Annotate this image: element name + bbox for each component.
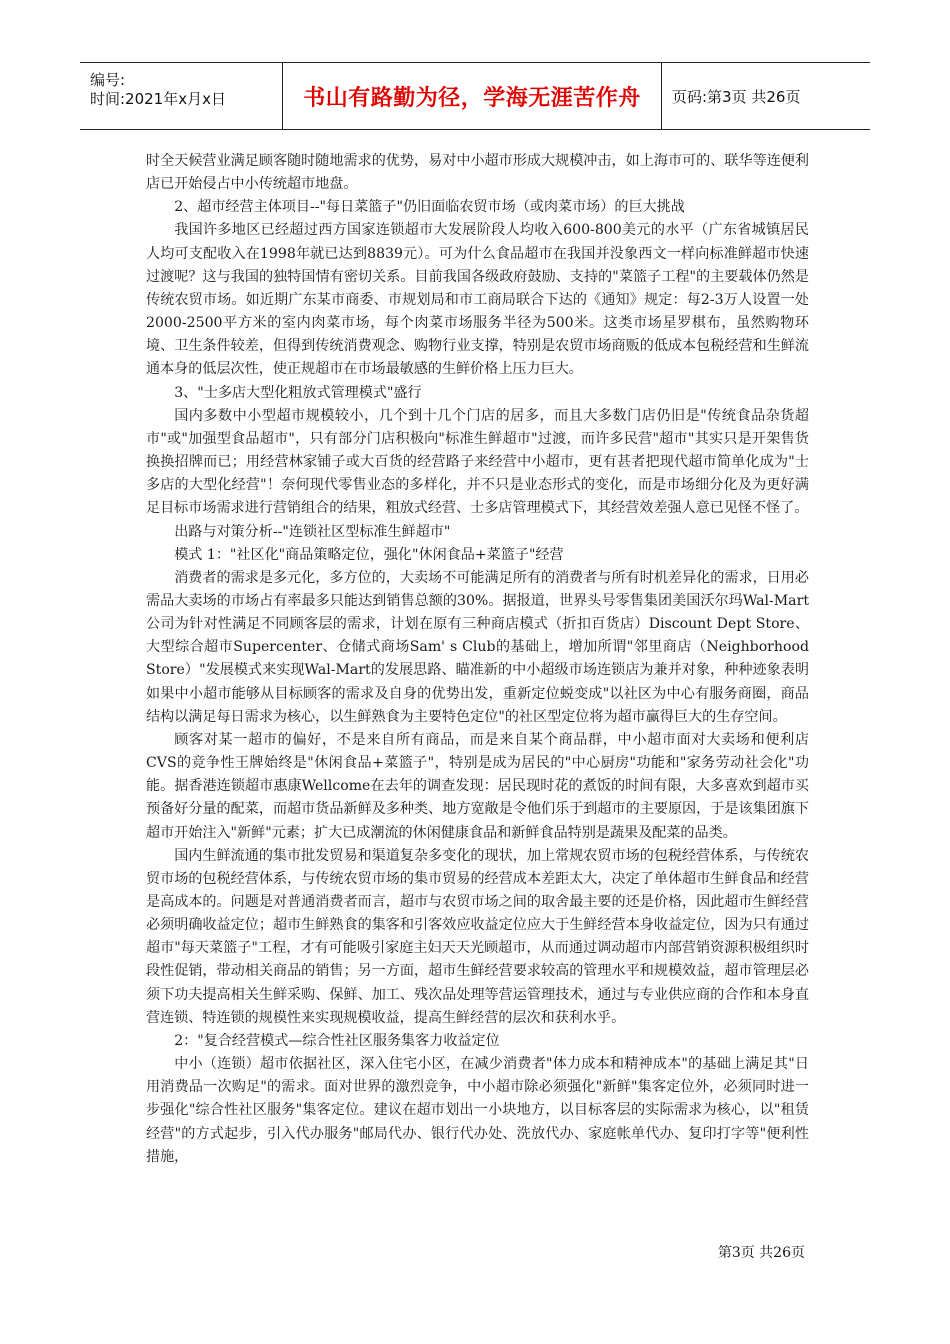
paragraph: 国内生鲜流通的集市批发贸易和渠道复杂多变化的现状，加上常规农贸市场的包税经营体系，与传统农贸市场的包税经营体系，与传统农贸市场的集市贸易的经营成本差距太大，决定了单体超市生鲜食品和经营是高成本的。问题是对普通消费者而言，超市与农贸市场之间的取舍最主要的还是价格，因此超市生鲜经营必须明确收益定位；超市生鲜熟食的集客和引客效应收益定位应大于生鲜经营本身收益定位，因为只有通过超市"每天菜篮子"工程，才有可能吸引家庭主妇天天光顾超市，从而通过调动超市内部营销资源积极组织时段性促销，带动相关商品的销售；另一方面，超市生鲜经营要求较高的管理水平和规模效益，超市管理层必须下功夫提高相关生鲜采购、保鲜、加工、残次品处理等营运管理技术，通过与专业供应商的合作和本身直营连锁、特连锁的规模性来实现规模收益，提高生鲜经营的层次和获利水乎。 bbox=[146, 847, 809, 1026]
section-heading: 2："复合经营模式—综合性社区服务集客力收益定位 bbox=[174, 1032, 500, 1049]
section-heading: 3、"士多店大型化粗放式管理模式"盛行 bbox=[174, 384, 422, 401]
page-header bbox=[80, 62, 870, 130]
paragraph: 我国许多地区已经超过西方国家连锁超市大发展阶段人均收入600-800美元的水平（广东省城镇居民人均可支配收入在1998年就已达到8839元）。可为什么食品超市在我国并没象西文一样向标准鲜超市快速过渡呢？这与我国的独特国情有密切关系。目前我国各级政府鼓励、支持的"菜篮子工程"的主要载体仍然是传统农贸市场。如近期广东某市商委、市规划局和市工商局联合下达的《通知》规定：每2-3万人设置一处2000-2500平方米的室内肉菜市场，每个肉菜市场服务半径为500米。这类市场星罗棋布，虽然购物环境、卫生条件较差，但得到传统消费观念、购物行业支撑，特别是农贸市场商贩的低成本包税经营和生鲜流通本身的低层次性，使正规超市在市场最敏感的生鲜价格上压力巨大。 bbox=[146, 222, 809, 378]
page-footer: 第3页 共26页 bbox=[717, 1245, 805, 1261]
paragraph: 国内多数中小型超市规模较小，几个到十几个门店的居多，而且大多数门店仍旧是"传统食品杂货超市"或"加强型食品超市"，只有部分门店积极向"标准生鲜超市"过渡，而许多民营"超市"其实只是开架售货换换招牌而已；用经营林家铺子或大百货的经营路子来经营中小超市，更有甚者把现代超市简单化成为"士多店的大型化经营"！奈何现代零售业态的多样化，并不只是业态形式的变化，而是市场细分化及为更好满足目标市场需求进行营销组合的结果，粗放式经营、士多店管理模式下，其经营效差强人意已见怪不怪了。 bbox=[146, 407, 809, 517]
header-page-number: 页码:第3页 共26页 bbox=[672, 87, 801, 106]
paragraph: 顾客对某一超市的偏好，不是来自所有商品，而是来自某个商品群，中小超市面对大卖场和便利店CVS的竞争性王牌始终是"休闲食品+菜篮子"，特别是成为居民的"中心厨房"功能和"家务劳动社会化"功能。据香港连锁超市惠康Wellcome在去年的调查发现：居民现时花的煮饭的时间有限，大多喜欢到超市买预备好分量的配菜，而超市货品新鲜及多种类、地方宽敞是令他们乐于到超市的主要原因，于是该集团旗下超市开始注入"新鲜"元素；扩大已成潮流的休闲健康食品和新鲜食品特别是蔬果及配菜的品类。 bbox=[146, 731, 809, 841]
section-heading: 出路与对策分析--"连锁社区型标准生鲜超市" bbox=[174, 523, 451, 540]
document-number-label: 编号: bbox=[90, 71, 126, 89]
section-heading: 模式 1："社区化"商品策略定位，强化"休闲食品+菜篮子"经营 bbox=[174, 546, 564, 563]
document-body bbox=[146, 150, 809, 1169]
paragraph: 中小（连锁）超市依据社区，深入住宅小区，在减少消费者"体力成本和精神成本"的基础上满足其"日用消费品一次购足"的需求。面对世界的激烈竞争，中小超市除必须强化"新鲜"集客定位外，必须同时进一步强化"综合性社区服务"集客定位。建议在超市划出一小块地方，以目标客层的实际需求为核心，以"租赁经营"的方式起步，引入代办服务"邮局代办、银行代办处、洗放代办、家庭帐单代办、复印打字等"便利性措施， bbox=[146, 1056, 809, 1165]
section-heading: 2、超市经营主体项目--"每日菜篮子"仍旧面临农贸市场（或肉菜市场）的巨大挑战 bbox=[174, 199, 685, 216]
document-date-label: 时间:2021年x月x日 bbox=[90, 90, 226, 108]
paragraph: 消费者的需求是多元化，多方位的，大卖场不可能满足所有的消费者与所有时机差异化的需求，日用必需品大卖场的市场占有率最多只能达到销售总额的30%。据报道，世界头号零售集团美国沃尔玛Wal-Mart公司为针对性满足不同顾客层的需求，计划在原有三种商店模式（折扣百货店）Discount Dept Store、大型综合超市Supercenter、仓储式商场Sam' s Club的基础上，增加所谓"邻里商店（Neighborhood Store）"发展模式来实现Wal-Mart的发展思路、瞄准新的中小超级市场连锁店为兼并对象，种种迹象表明如果中小超市能够从目标顾客的需求及自身的优势出发，重新定位蜕变成"以社区为中心有服务商圈，商品结构以满足每日需求为核心，以生鲜熟食为主要特色定位"的社区型定位将为超市赢得巨大的生存空间。 bbox=[146, 569, 809, 725]
header-motto: 书山有路勤为径，学海无涯苦作舟 bbox=[282, 63, 662, 129]
paragraph: 时全天候营业满足顾客随时随地需求的优势，易对中小超市形成大规模冲击，如上海市可的、联华等连便利店已开始侵占中小传统超市地盘。 bbox=[146, 153, 809, 193]
header-meta bbox=[80, 63, 282, 129]
